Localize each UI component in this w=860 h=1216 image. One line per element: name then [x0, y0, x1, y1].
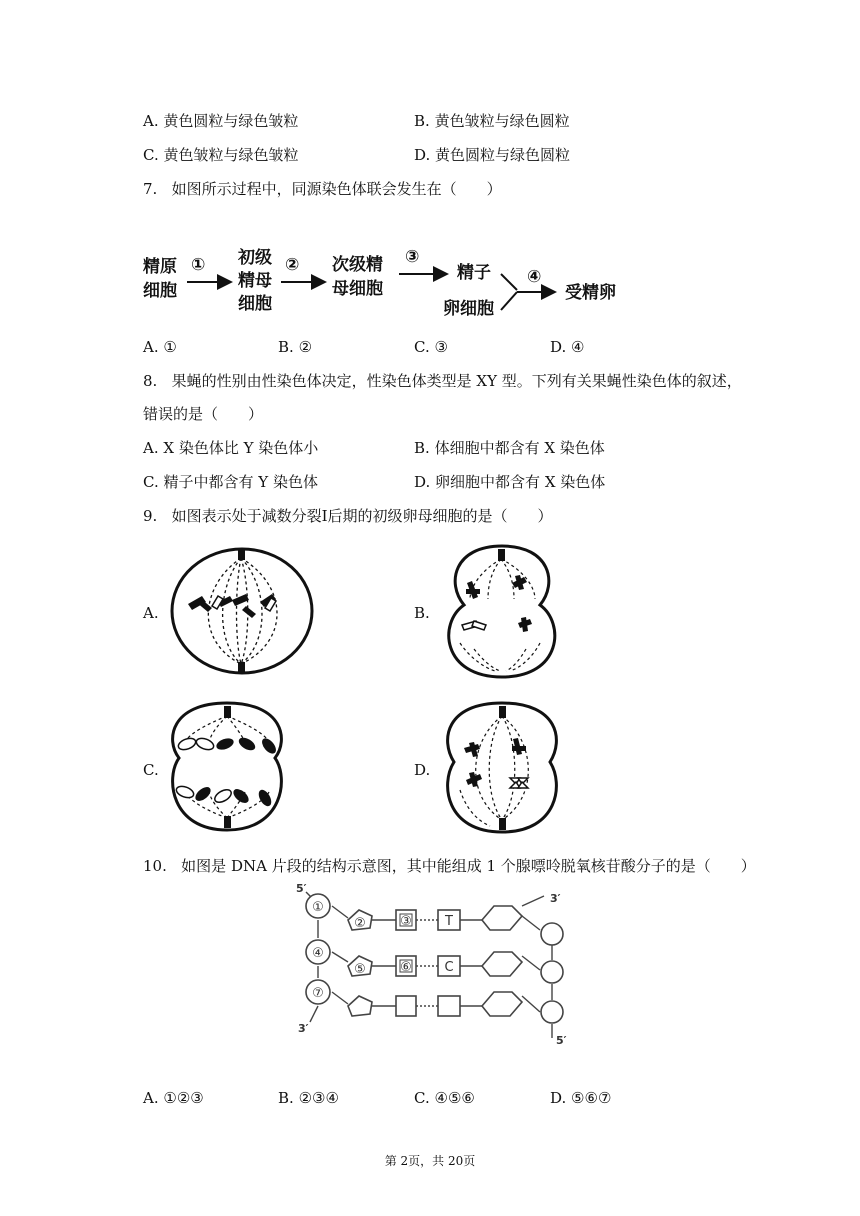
- cell-spermatogonium-2: 细胞: [143, 281, 177, 301]
- q9-stem: 9. 如图表示处于减数分裂Ⅰ后期的初级卵母细胞的是（ ）: [143, 507, 553, 525]
- cell-diagram-d: [440, 700, 565, 835]
- q8-option-b: B. 体细胞中都含有 X 染色体: [414, 439, 605, 457]
- sugar-r2: [482, 952, 522, 976]
- cell-diagram-b: [440, 543, 565, 681]
- phosphate-r1: [541, 923, 563, 945]
- q6-option-a: A. 黄色圆粒与绿色皱粒: [143, 112, 299, 130]
- q7-option-a: A. ①: [143, 338, 177, 356]
- base-12: [438, 996, 460, 1016]
- sugar-r3: [482, 992, 522, 1016]
- q6-option-c: C. 黄色皱粒与绿色皱粒: [143, 146, 299, 164]
- q10-option-d: D. ⑤⑥⑦: [550, 1089, 612, 1107]
- q9-option-d-label: D.: [414, 761, 431, 779]
- q10-option-c: C. ④⑤⑥: [414, 1089, 475, 1107]
- q7-stem: 7. 如图所示过程中，同源染色体联会发生在（ ）: [143, 180, 502, 198]
- cell-primary-3: 细胞: [238, 294, 272, 314]
- label-6: ⑥: [400, 960, 412, 975]
- q9-option-a-label: A.: [143, 604, 159, 622]
- merge-line-bottom: [501, 292, 517, 310]
- cell-sperm: 精子: [457, 263, 491, 283]
- cell-spermatogonium-1: 精原: [143, 257, 177, 277]
- q10-stem: 10. 如图是 DNA 片段的结构示意图，其中能组成 1 个腺嘌呤脱氧核苷酸分子的是（ ）: [143, 857, 756, 875]
- cell-secondary-2: 母细胞: [332, 279, 383, 299]
- five-prime-top-label: 5′: [296, 882, 307, 895]
- dna-structure-diagram: [288, 880, 578, 1050]
- cell-diagram-a: [170, 546, 315, 676]
- cell-egg: 卵细胞: [443, 299, 494, 316]
- step-4-label: ④: [527, 267, 542, 287]
- q7-option-d: D. ④: [550, 338, 585, 356]
- label-5: ⑤: [354, 962, 366, 977]
- cell-secondary-1: 次级精: [332, 255, 383, 275]
- phosphate-r3: [541, 1001, 563, 1023]
- step-1-label: ①: [191, 255, 206, 275]
- spermatogenesis-flow-diagram: [135, 238, 635, 316]
- q10-option-b: B. ②③④: [278, 1089, 339, 1107]
- q8-option-d: D. 卵细胞中都含有 X 染色体: [414, 473, 606, 491]
- sugar-r1: [482, 906, 522, 930]
- label-4: ④: [312, 946, 324, 961]
- q7-option-b: B. ②: [278, 338, 313, 356]
- q10-option-a: A. ①②③: [143, 1089, 204, 1107]
- label-7: ⑦: [312, 986, 324, 1001]
- sugar-8: [348, 996, 372, 1016]
- q7-option-c: C. ③: [414, 338, 448, 356]
- three-prime-top-label: 3′: [550, 892, 561, 905]
- q6-option-d: D. 黄色圆粒与绿色圆粒: [414, 146, 571, 164]
- cell-zygote: 受精卵: [565, 283, 616, 303]
- label-T: T: [445, 914, 453, 929]
- q8-stem-line2: 错误的是（ ）: [143, 405, 264, 423]
- label-C: C: [444, 960, 454, 975]
- q8-stem-line1: 8. 果蝇的性别由性染色体决定，性染色体类型是 XY 型。下列有关果蝇性染色体的叙述，: [143, 372, 742, 390]
- base-9: [396, 996, 416, 1016]
- three-prime-bottom-label: 3′: [298, 1022, 309, 1035]
- phosphate-r2: [541, 961, 563, 983]
- q8-option-c: C. 精子中都含有 Y 染色体: [143, 473, 318, 491]
- cell-primary-1: 初级: [238, 248, 272, 268]
- q9-option-b-label: B.: [414, 604, 430, 622]
- label-3: ③: [400, 914, 412, 929]
- step-2-label: ②: [285, 255, 300, 275]
- step-3-label: ③: [405, 247, 420, 267]
- label-1: ①: [312, 900, 324, 915]
- merge-line-top: [501, 274, 517, 290]
- q9-option-c-label: C.: [143, 761, 159, 779]
- cell-primary-2: 精母: [238, 271, 272, 291]
- q8-option-a: A. X 染色体比 Y 染色体小: [143, 439, 319, 457]
- label-2: ②: [354, 916, 366, 931]
- five-prime-bottom-label: 5′: [556, 1034, 567, 1047]
- q6-option-b: B. 黄色皱粒与绿色圆粒: [414, 112, 570, 130]
- page-footer: 第 2页，共 20页: [384, 1154, 476, 1168]
- cell-diagram-c: [165, 700, 290, 835]
